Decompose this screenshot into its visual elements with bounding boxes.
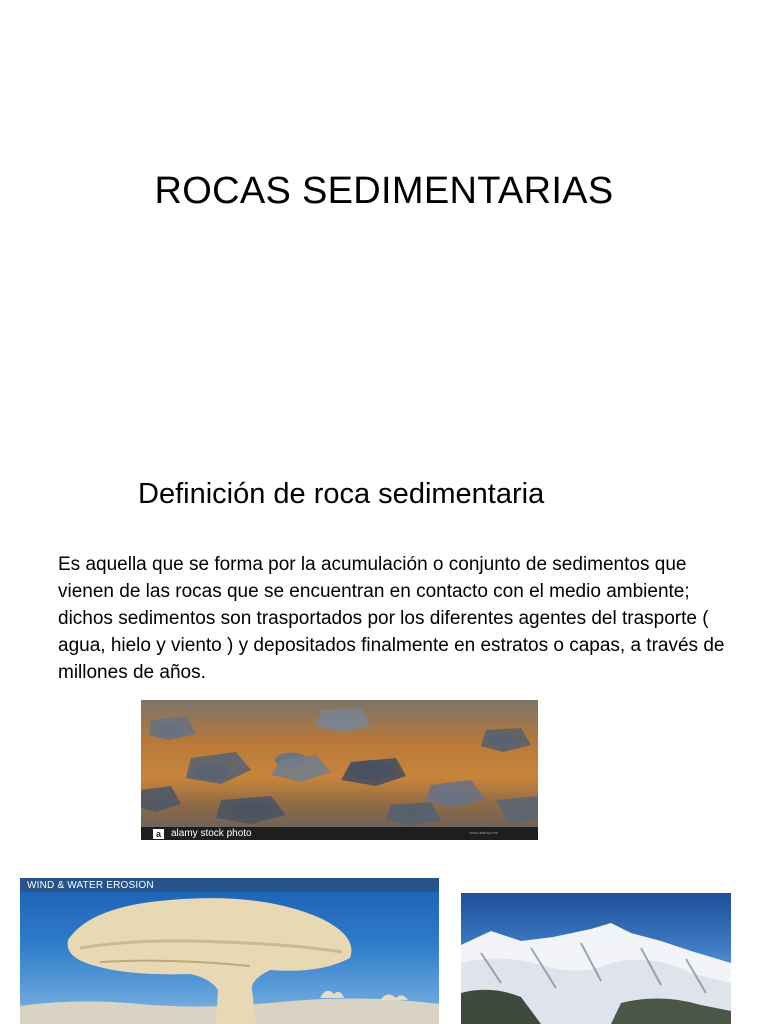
mountain-illustration [461,893,731,1024]
erosion-photo [20,878,439,1024]
definition-paragraph: Es aquella que se forma por la acumulación o conjunto de sedimentos que vienen de las rocas que se encuentran en contacto con el medio ambiente; dichos sedimentos son trasportados por los diferentes agentes del trasporte ( agua, hielo y viento ) y depositados finalmente en estratos o capas, a través de millones de años. [58,554,725,683]
rocks-illustration [141,700,538,840]
stock-watermark-bar [141,827,538,840]
snowy-mountain-photo [461,893,731,1024]
slide-subtitle: Definición de roca sedimentaria [138,478,545,510]
mushroom-rock-illustration [20,878,439,1024]
riverbed-rocks-photo [141,700,538,840]
stock-url-text: www.alamy.com [469,830,498,835]
alamy-logo-icon: a [153,829,164,839]
erosion-photo-label: WIND & WATER EROSION [27,880,154,891]
stock-watermark-text: alamy stock photo [171,828,252,839]
slide-title: ROCAS SEDIMENTARIAS [154,170,614,212]
